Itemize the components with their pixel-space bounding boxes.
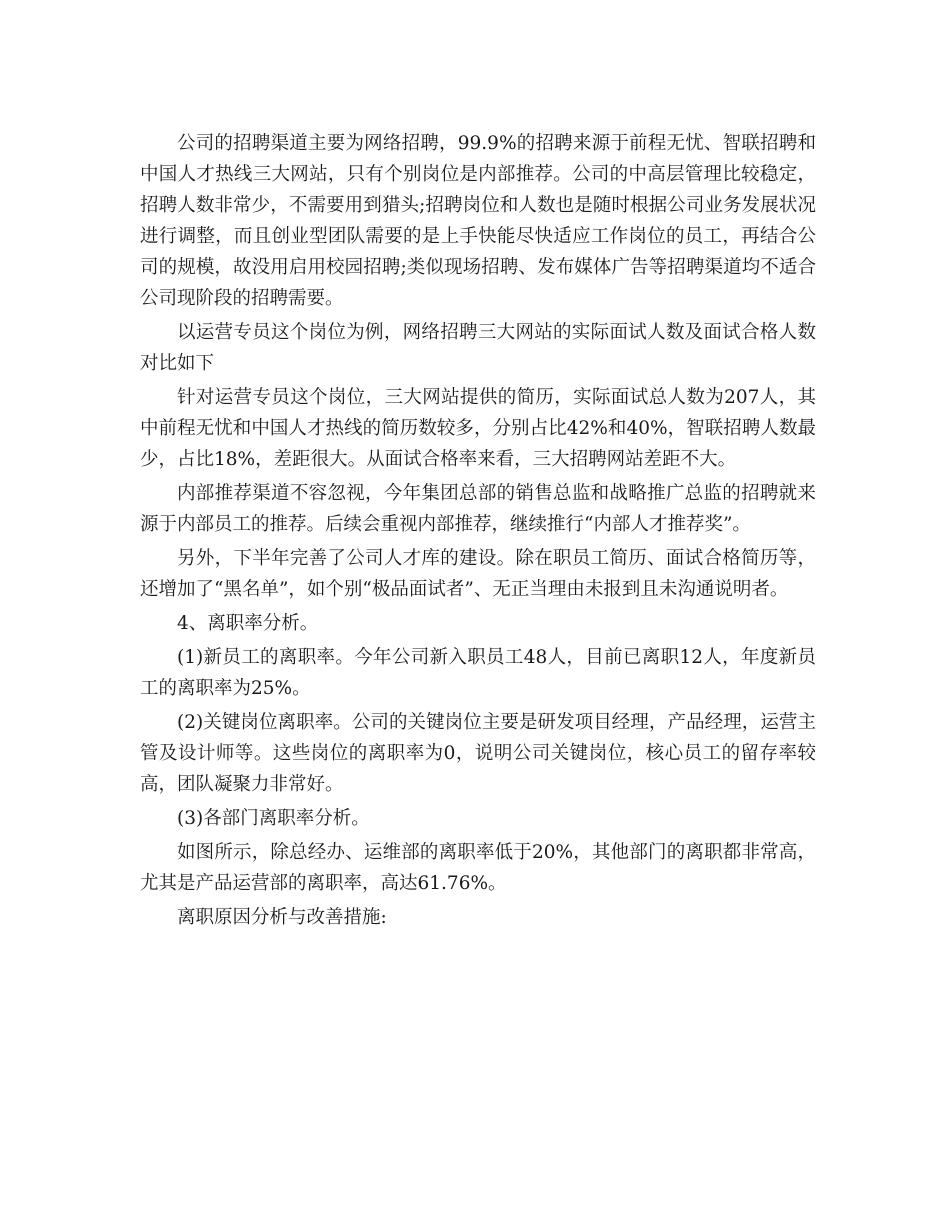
paragraph-department-turnover: 如图所示，除总经办、运维部的离职率低于20%，其他部门的离职都非常高，尤其是产品运营部的离职率，高达61.76%。: [140, 842, 816, 894]
paragraph-internal-referral: 内部推荐渠道不容忽视，今年集团总部的销售总监和战略推广总监的招聘就来源于内部员工的推荐。后续会重视内部推荐，继续推行“内部人才推荐奖”。: [140, 483, 816, 535]
paragraph-interview-stats: 针对运营专员这个岗位，三大网站提供的简历，实际面试总人数为207人，其中前程无忧和中国人才热线的简历数较多，分别占比42%和40%，智联招聘人数最少，占比18%，差距很大。从面试合格率来看，三大招聘网站差距不大。: [140, 387, 816, 470]
paragraph-causes-measures: 离职原因分析与改善措施:: [177, 907, 387, 928]
document-body: [140, 128, 816, 936]
paragraph-key-position-turnover: (2)关键岗位离职率。公司的关键岗位主要是研发项目经理，产品经理，运营主管及设计师等。这些岗位的离职率为0，说明公司关键岗位，核心员工的留存率较高，团队凝聚力非常好。: [140, 712, 816, 795]
paragraph-recruitment-channels: 公司的招聘渠道主要为网络招聘，99.9%的招聘来源于前程无忧、智联招聘和中国人才热线三大网站，只有个别岗位是内部推荐。公司的中高层管理比较稳定，招聘人数非常少，不需要用到猎头;招聘岗位和人数也是随时根据公司业务发展状况进行调整，而且创业型团队需要的是上手快能尽快适应工作岗位的员工，再结合公司的规模，故没用启用校园招聘;类似现场招聘、发布媒体广告等招聘渠道均不适合公司现阶段的招聘需要。: [140, 133, 816, 309]
paragraph-operations-example: 以运营专员这个岗位为例，网络招聘三大网站的实际面试人数及面试合格人数对比如下: [140, 322, 816, 374]
paragraph-new-employee-turnover: (1)新员工的离职率。今年公司新入职员工48人，目前已离职12人，年度新员工的离职率为25%。: [140, 647, 816, 699]
paragraph-department-turnover-heading: (3)各部门离职率分析。: [177, 808, 370, 829]
paragraph-talent-pool: 另外，下半年完善了公司人才库的建设。除在职员工简历、面试合格简历等，还增加了“黑名单”，如个别“极品面试者”、无正当理由未报到且未沟通说明者。: [140, 548, 816, 600]
section-heading-turnover: 4、离职率分析。: [177, 613, 319, 634]
